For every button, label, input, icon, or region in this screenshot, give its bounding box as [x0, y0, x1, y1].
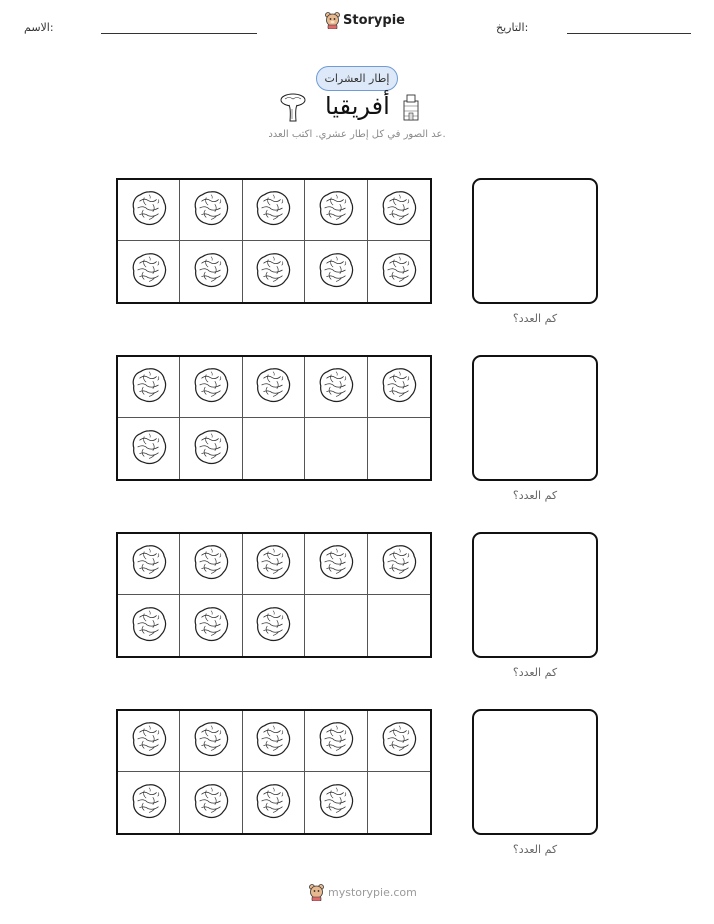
date-line — [567, 33, 691, 34]
storypie-logo — [325, 12, 405, 29]
ten-frame-cell — [118, 711, 180, 772]
ten-frame-cell — [180, 711, 242, 772]
dried-date-fruit-icon — [130, 720, 168, 762]
ten-frame-cell — [243, 241, 305, 302]
count-question: كم العدد؟ — [512, 312, 558, 325]
ten-frame-cell — [243, 357, 305, 418]
ten-frame-cell — [305, 534, 367, 595]
dried-date-fruit-icon — [317, 543, 355, 585]
dried-date-fruit-icon — [380, 366, 418, 408]
name-label: الاسم: — [24, 21, 54, 34]
dried-date-fruit-icon — [130, 189, 168, 231]
dried-date-fruit-icon — [380, 720, 418, 762]
dried-date-fruit-icon — [130, 543, 168, 585]
ten-frame-cell — [180, 180, 242, 241]
dried-date-fruit-icon — [130, 251, 168, 293]
ten-frame-cell — [180, 772, 242, 833]
dried-date-fruit-icon — [192, 605, 230, 647]
ten-frame-cell — [180, 595, 242, 656]
ten-frame-cell — [180, 357, 242, 418]
ten-frame-cell — [118, 418, 180, 479]
dried-date-fruit-icon — [192, 428, 230, 470]
count-question: كم العدد؟ — [512, 489, 558, 502]
ten-frame-cell — [118, 180, 180, 241]
ten-frame-cell — [243, 772, 305, 833]
dried-date-fruit-icon — [130, 782, 168, 824]
ten-frame-cell — [368, 711, 430, 772]
logo-text: Storypie — [343, 13, 405, 28]
answer-box[interactable] — [472, 355, 598, 481]
dried-date-fruit-icon — [130, 605, 168, 647]
ten-frame-cell — [305, 241, 367, 302]
answer-box[interactable] — [472, 709, 598, 835]
ten-frame-cell — [368, 241, 430, 302]
ten-frame-cell — [180, 241, 242, 302]
dried-date-fruit-icon — [192, 720, 230, 762]
ten-frame-cell — [243, 180, 305, 241]
ten-frame-cell — [243, 534, 305, 595]
ten-frame — [116, 709, 432, 835]
ten-frame-cell — [243, 418, 305, 479]
count-question: كم العدد؟ — [512, 666, 558, 679]
answer-box[interactable] — [472, 532, 598, 658]
dried-date-fruit-icon — [130, 428, 168, 470]
date-label: التاريخ: — [496, 21, 529, 34]
bear-mascot-icon — [309, 884, 324, 901]
ten-frame-cell — [118, 772, 180, 833]
dried-date-fruit-icon — [254, 782, 292, 824]
ten-frame-cell — [368, 772, 430, 833]
ten-frame-cell — [243, 595, 305, 656]
dried-date-fruit-icon — [192, 366, 230, 408]
ten-frame-cell — [305, 357, 367, 418]
dried-date-fruit-icon — [380, 189, 418, 231]
dried-date-fruit-icon — [254, 189, 292, 231]
dried-date-fruit-icon — [192, 782, 230, 824]
dried-date-fruit-icon — [192, 251, 230, 293]
ten-frame-cell — [243, 711, 305, 772]
dried-date-fruit-icon — [254, 543, 292, 585]
dried-date-fruit-icon — [254, 366, 292, 408]
ten-frame-cell — [305, 711, 367, 772]
dried-date-fruit-icon — [317, 366, 355, 408]
dried-date-fruit-icon — [254, 251, 292, 293]
ten-frame-cell — [305, 772, 367, 833]
ten-frame — [116, 355, 432, 481]
dried-date-fruit-icon — [192, 543, 230, 585]
dried-date-fruit-icon — [192, 189, 230, 231]
ten-frame-cell — [368, 595, 430, 656]
ten-frame-cell — [305, 418, 367, 479]
name-line — [101, 33, 257, 34]
ten-frame-cell — [118, 241, 180, 302]
ten-frame-cell — [368, 357, 430, 418]
dried-date-fruit-icon — [130, 366, 168, 408]
african-landmark-icon — [401, 93, 421, 121]
footer — [309, 884, 417, 901]
worksheet-type-badge: إطار العشرات — [316, 66, 398, 91]
ten-frame-cell — [180, 534, 242, 595]
baobab-tree-icon — [279, 91, 307, 123]
ten-frame-cell — [305, 180, 367, 241]
instructions: عد الصور في كل إطار عشري. اكتب العدد. — [268, 129, 446, 140]
ten-frame-cell — [368, 418, 430, 479]
dried-date-fruit-icon — [317, 189, 355, 231]
dried-date-fruit-icon — [254, 605, 292, 647]
dried-date-fruit-icon — [317, 251, 355, 293]
dried-date-fruit-icon — [317, 782, 355, 824]
dried-date-fruit-icon — [380, 251, 418, 293]
dried-date-fruit-icon — [254, 720, 292, 762]
ten-frame-cell — [118, 595, 180, 656]
ten-frame-cell — [368, 180, 430, 241]
dried-date-fruit-icon — [380, 543, 418, 585]
count-question: كم العدد؟ — [512, 843, 558, 856]
ten-frame-cell — [368, 534, 430, 595]
ten-frame — [116, 178, 432, 304]
answer-box[interactable] — [472, 178, 598, 304]
ten-frame-cell — [305, 595, 367, 656]
bear-mascot-icon — [325, 12, 340, 29]
dried-date-fruit-icon — [317, 720, 355, 762]
page-title: أفريقيا — [325, 92, 390, 120]
ten-frame — [116, 532, 432, 658]
ten-frame-cell — [118, 357, 180, 418]
footer-url[interactable]: mystorypie.com — [328, 886, 417, 899]
ten-frame-cell — [118, 534, 180, 595]
ten-frame-cell — [180, 418, 242, 479]
